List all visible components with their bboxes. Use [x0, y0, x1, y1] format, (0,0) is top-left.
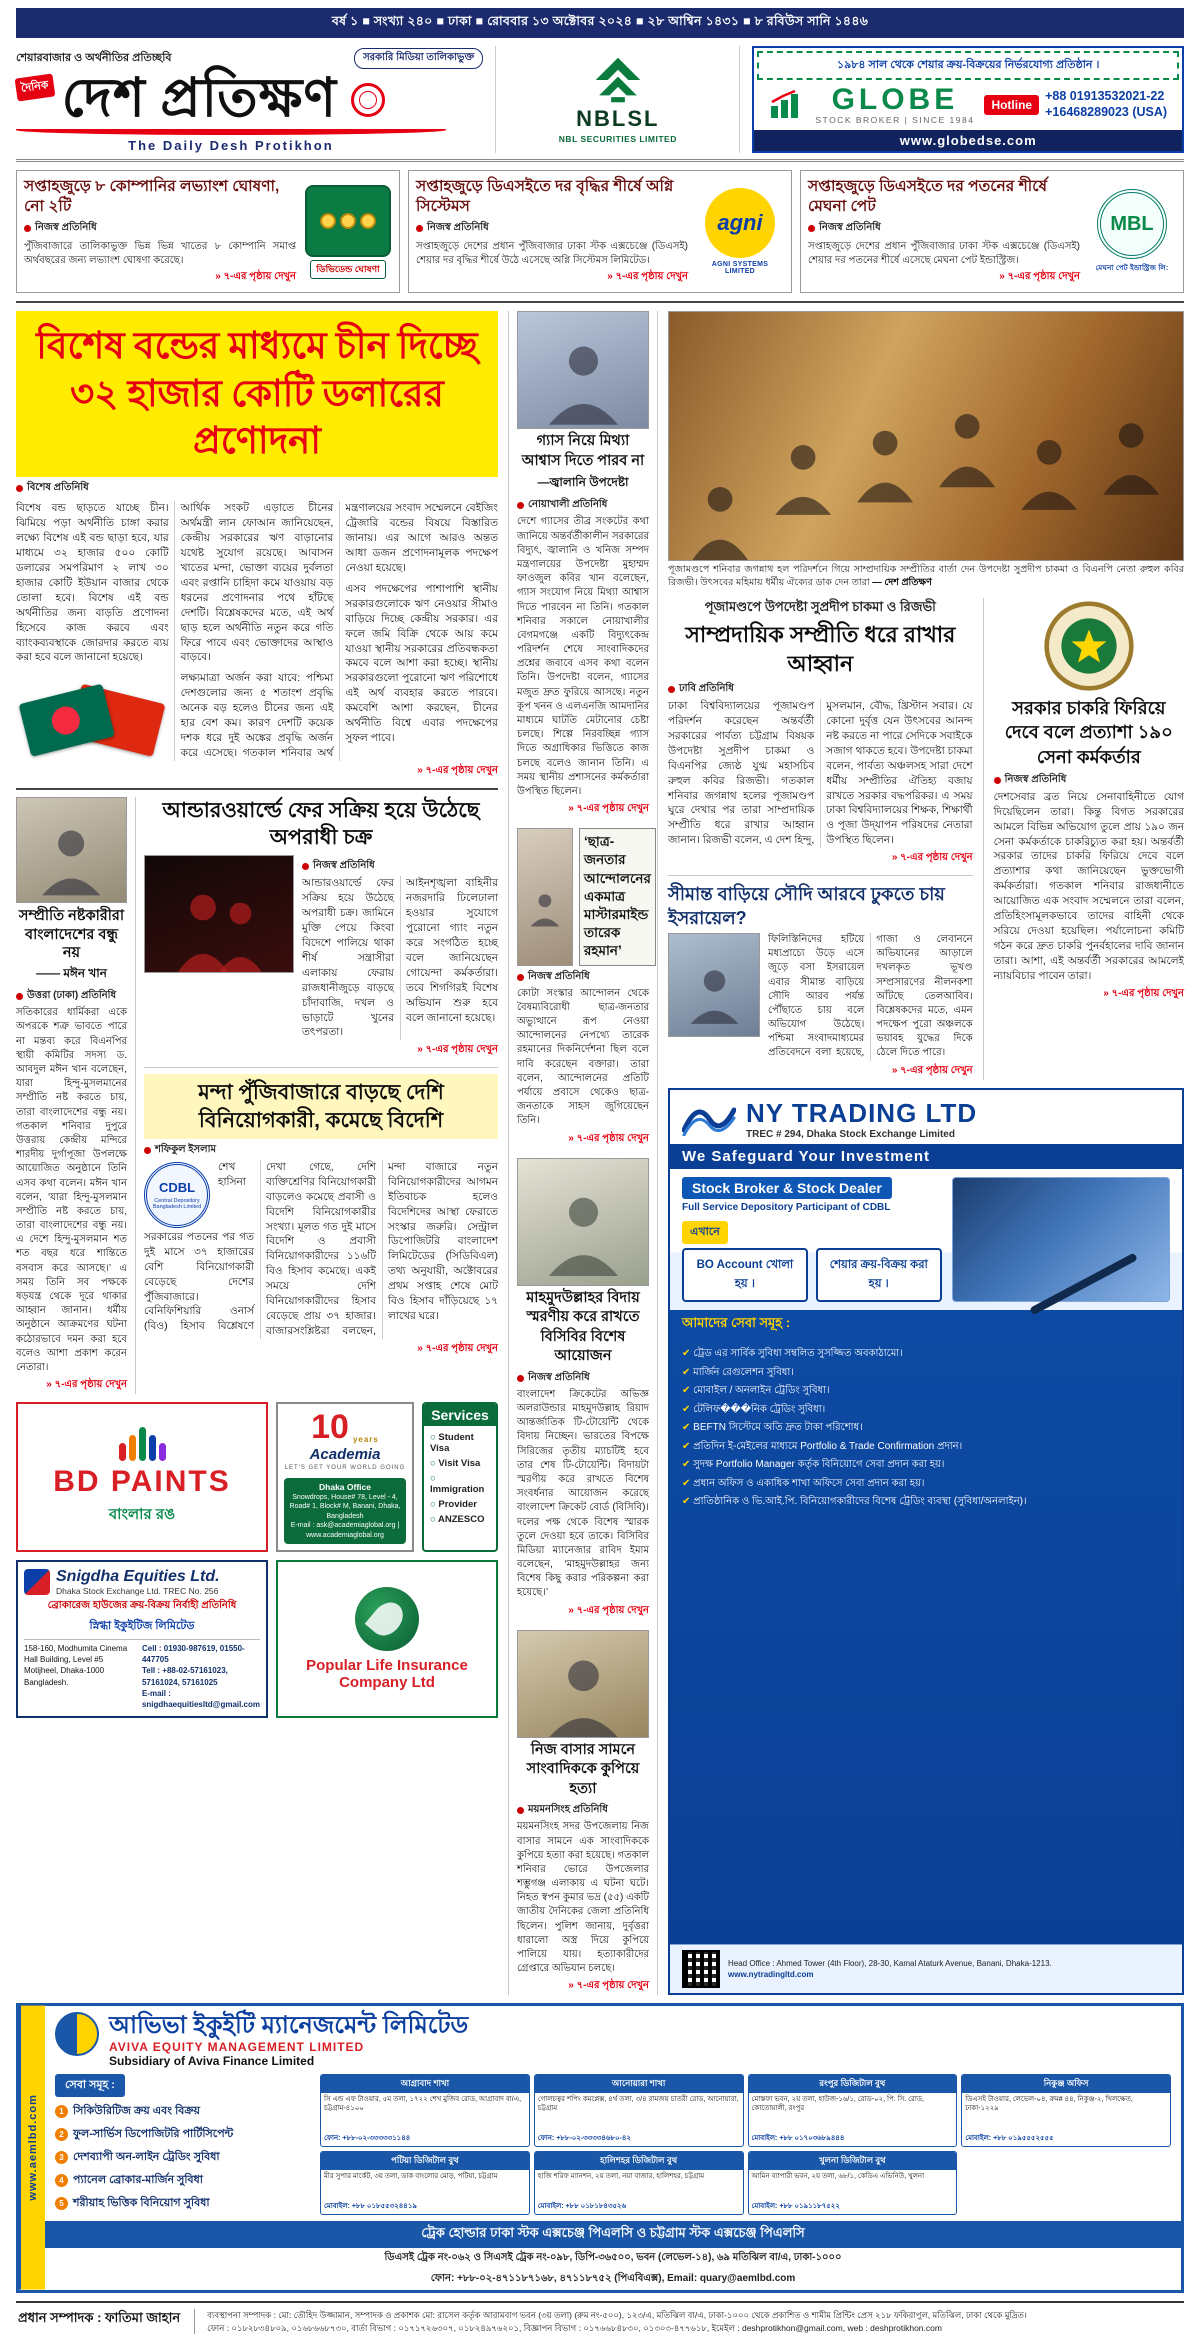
snigdha-contacts: Cell : 01930-987619, 01550-447705 Tell : +88-02-57161023, 57161024, 57161025 E-mail : snigdhaequitiesltd@gmail.com: [141, 1644, 261, 1709]
puja-mandap-crowd-photo: [668, 311, 1184, 561]
teaser-body: পুঁজিবাজারে তালিকাভুক্ত ভিন্ন ভিন্ন খাতের ৮ কোম্পানি সমাপ্ত অর্থবছরের জন্য লভ্যাংশ ঘোষণা করেছে।: [24, 241, 296, 266]
byline: নিজস্ব প্রতিনিধি: [517, 1370, 649, 1387]
ny-services-list: [670, 1339, 1182, 1945]
ny-trading-subtitle-2: Full Service Depository Participant of CDBL: [682, 1201, 891, 1213]
academia-tagline: LET'S GET YOUR WORLD GOING: [284, 1465, 406, 1472]
hotline-number-1: +88 01913532021-22: [1045, 89, 1165, 104]
kicker: পূজামণ্ডপে উপদেষ্টা সুপ্রদীপ চাকমা ও রিজভী: [704, 598, 936, 614]
branch-name: আনোয়ারা শাখা: [535, 2075, 743, 2093]
popular-life-name: Popular Life Insurance Company Ltd: [306, 1657, 468, 1692]
services-ad: [422, 1402, 498, 1552]
ny-trading-subtitle: Stock Broker & Stock Dealer: [682, 1177, 892, 1199]
snigdha-bn-name: স্নিগ্ধা ইকুইটিজ লিমিটেড: [89, 1620, 195, 1633]
byline: নিজস্ব প্রতিনিধি: [994, 772, 1184, 789]
aviva-service-item: শরীয়াহ ভিত্তিক বিনিয়োগ সুবিধা: [55, 2192, 310, 2215]
snigdha-name: Snigdha Equities Ltd.: [56, 1568, 220, 1586]
see-page-link: » ৭-এর পৃষ্ঠায় দেখুন: [302, 1042, 498, 1059]
branch-name: খুলনা ডিজিটাল বুথ: [749, 2152, 957, 2170]
article-body: ঢাকা বিশ্ববিদ্যালয়ের পূজামণ্ডপ পরিদর্শন করেছেন অন্তর্বর্তী সরকারের পার্বত্য চট্টগ্রাম বিষয়ক উপদেষ্টা সুপ্রদীপ চাকমা ও বিএনপির জ্যেষ্ঠ যুগ্ম মহাসচিব রুহুল কবির রিজভী। গতকাল শনিবার জগন্নাথ হলের পূজামণ্ডপ ঘুরে দেখার পর তারা সাম্প্রদায়িক সম্প্রীতি ধরে রাখার আহ্বান জানান। রিজভী বলেন, এ দেশ হিন্দু, মুসলমান, বৌদ্ধ, খ্রিস্টান সবার। যে কোনো দুর্বৃত্ত যেন উৎসবের আনন্দ নষ্ট করতে না পারে সেদিকে সবাইকে সজাগ থাকতে হবে। উপদেষ্টা চাকমা বলেন, পার্বত্য অঞ্চলসহ সারা দেশে ধর্মীয় সম্প্রীতির ঐতিহ্য বজায় রাখতে সরকার বদ্ধপরিকর। এ সময় ঢাকা বিশ্ববিদ্যালয়ের শিক্ষক, শিক্ষার্থী ও পূজা উদ্‌যাপন পরিষদের নেতারা উপস্থিত ছিলেন।: [668, 700, 973, 847]
academia-ad: 10 years Academia LET'S GET YOUR WORLD GOING Dhaka Office Snowdrops, House# 78, Level - 4, Road# 1, Block# M, Banani, Dhaka, Bangladesh E-mail : ask@academiaglobal.org | www.academiaglobal.org: [276, 1402, 414, 1552]
imprint-footer: [16, 2301, 1184, 2337]
aviva-service-item: দেশব্যাপী অন-লাইন ট্রেডিং সুবিধা: [55, 2146, 310, 2169]
teaser-body: সপ্তাহজুড়ে দেশের প্রধান পুঁজিবাজার ঢাকা স্টক এক্সচেঞ্জে (ডিএসই) শেয়ার দর পতনের শীর্ষে এসেছে মেঘনা পেট ইন্ডাস্ট্রিজ।: [808, 241, 1080, 266]
hotline-label: Hotline: [984, 95, 1039, 115]
paint-fan-icon: [119, 1427, 166, 1461]
ny-here-label: এখানে: [682, 1221, 728, 1244]
article-moin-khan: [16, 797, 136, 1394]
academia-office-info: Dhaka Office Snowdrops, House# 78, Level - 4, Road# 1, Block# M, Banani, Dhaka, Bangladesh E-mail : ask@academiaglobal.org | www.academiaglobal.org: [284, 1478, 406, 1545]
journalist-photo: [517, 1630, 649, 1738]
lead-body: বিশেষ বন্ড ছাড়তে যাচ্ছে চীন। ঝিমিয়ে পড়া অর্থনীতি চাঙ্গা করার লক্ষ্যে বিশেষ এই বন্ড ছাড়া হবে, যার মাধ্যমে ৩২ হাজার ৫০০ কোটি ডলারের সমপরিমাণ ২ লাখ ৩০ হাজার কোটি ইউয়ান বাজার থেকে তোলা হবে। বিশেষ এই বন্ড অর্থনীতির জন্য বাড়তি প্রণোদনা হিসেবে কাজ করবে এবং ব্যাংকব্যবস্থাকে জোরদার করতে ব্যয় করা হবে বলে জানানো হয়েছে। ★ আর্থিক সংকট এড়াতে চীনের অর্থমন্ত্রী লান ফোআন জানিয়েছেন, কেন্দ্রীয় সরকারের ঋণ বাড়ানোর যথেষ্ট সুযোগ রয়েছে। আবাসন খাতের মন্দা, ভোক্তা ব্যয়ের দুর্বলতা এবং রপ্তানি চাহিদা কমে যাওয়ায় বড় ধরনের প্রণোদনার পথে হাঁটছে দেশটি। বিশ্লেষকদের মতে, এই অর্থ ছাড় হলে অর্থনীতি নতুন করে গতি ফিরে পাবে এবং ভোক্তাদের আস্থাও বাড়বে। লক্ষ্যমাত্রা অর্জন করা যাবে: পশ্চিমা দেশগুলোর জন্য ৫ শতাংশ প্রবৃদ্ধি অনেক বড় হলেও চীনের জন্য এই হার বেশ কম। কারণ দেশটি কয়েক দশক ধরে দুই অঙ্কের প্রবৃদ্ধি অর্জন করে এসেছে। গতকাল শনিবার অর্থ মন্ত্রণালয়ের সংবাদ সম্মেলনে বেইজিং ট্রেজারি বন্ডের বিষয়ে বিস্তারিত জানায়। এর আগে আরও অন্তত আধা ডজন প্রণোদনামূলক পদক্ষেপ নেওয়া হয়েছে। এসব পদক্ষেপের পাশাপাশি স্থানীয় সরকারগুলোকে ঋণ নেওয়ার সীমাও বাড়িয়ে দিচ্ছে কেন্দ্রীয় সরকার। এর ফলে জমি বিক্রি থেকে আয় কমে যাওয়া স্থানীয় সরকারের প্রতিবন্ধকতা কমবে বলে আশা করা হচ্ছে। স্থানীয় সরকারগুলো পুরোনো ঋণ পরিশোধে এই অর্থ ব্যবহার করতে পারবে। কমবেশি আশা করছেন, চীনের অর্থনীতি বিশ্বে এবার পদক্ষেপের সুফল পাবে।: [16, 501, 498, 760]
agni-systems-logo: agni AGNI SYSTEMS LIMITED: [696, 177, 784, 286]
left-column: [16, 311, 498, 1995]
see-page-link: » ৭-এর পৃষ্ঠায় দেখুন: [144, 1341, 498, 1358]
right-article-row: [668, 598, 1184, 1080]
teaser-row: [16, 162, 1184, 303]
article-body: দেশসেবার ব্রত নিয়ে সেনাবাহিনীতে যোগ দিয়েছিলেন তারা। কিন্তু বিগত সরকারের আমলে বিভিন্ন অভিযোগ তুলে প্রায় ১৯০ জন সেনা কর্মকর্তাকে চাকরিচ্যুত করা হয়। অন্তর্বর্তী সরকার তাদের চাকরি ফিরিয়ে দেবে বলে প্রত্যাশার কথা জানিয়েছেন ভুক্তভোগী কর্মকর্তারা। গতকাল শনিবার রাজধানীতে আয়োজিত এক সংবাদ সম্মেলনে তারা বলেন, প্রতিহিংসামূলকভাবে তাদের বাহিনী থেকে সরিয়ে দেওয়া হয়েছিল। পর্যালোচনা কমিটি গঠন করে দ্রুত চাকরি পুনর্বহালের দাবি জানান তারা। আশা, এই অন্তর্বর্তী সরকারের আমলেই ন্যায়বিচার পাবেন তারা।: [993, 790, 1184, 982]
cdbl-logo: CDBL Central Depository Bangladesh Limited: [144, 1162, 210, 1228]
globe-website: www.globedse.com: [754, 130, 1182, 151]
article-mahmudullah: [517, 1158, 649, 1620]
share-trade-box: শেয়ার ক্রয়-বিক্রয় করা হয় ।: [816, 1248, 942, 1302]
paper-title-english: The Daily Desh Protikhon: [128, 138, 334, 153]
teaser-dividend: [16, 170, 400, 293]
article-headline: আন্ডারওয়ার্ল্ডে ফের সক্রিয় হয়ে উঠেছে অপরাধী চক্র: [162, 798, 480, 850]
second-band: [16, 788, 498, 1394]
globe-ad-tagline: ১৯৮৪ সাল থেকে শেয়ার ক্রয়-বিক্রয়ের নির্ভরযোগ্য প্রতিষ্ঠান ।: [757, 51, 1179, 80]
branch-phone: মোবাইল: +৮৮ ০১৯৫৫৫২৫৫৫: [965, 2135, 1054, 2143]
aviva-english-title: AVIVA EQUITY MANAGEMENT LIMITED: [109, 2039, 365, 2054]
nblsl-chevron-icon: [592, 56, 644, 104]
service-item: ○ Student Visa: [430, 1430, 490, 1456]
snigdha-logo-icon: [24, 1569, 50, 1595]
service-item: ○ Immigration: [430, 1471, 490, 1497]
article-gas: [517, 311, 649, 818]
academia-10-logo: 10: [311, 1408, 349, 1447]
byline: ময়মনসিংহ প্রতিনিধি: [517, 1802, 649, 1819]
ny-service-item: ✔ প্রতিদিন ই-মেইলের মাধ্যমে Portfolio & Trade Confirmation প্রদান।: [682, 1437, 1170, 1456]
see-page-link: » ৭-এর পৃষ্ঠায় দেখুন: [16, 1377, 127, 1394]
branch-address: সি এন্ড এফ টাওয়ার, ৫ম তলা, ১৭২২ শেখ মুজিব রোড, আগ্রাবাদ বা/এ, চট্টগ্রাম-৪১০০: [324, 2095, 522, 2113]
masthead-tagline: শেয়ারবাজার ও অর্থনীতির প্রতিচ্ছবি: [16, 52, 172, 64]
see-page-link: » ৭-এর পৃষ্ঠায় দেখুন: [808, 269, 1080, 286]
article-body: বাংলাদেশ ক্রিকেটের অভিজ্ঞ অলরাউন্ডার মাহমুদউল্লাহ রিয়াদ আন্তর্জাতিক টি-টোয়েন্টি থেকে বিদায় নিচ্ছেন। ভারতের বিপক্ষে সিরিজের তৃতীয় ম্যাচটিই হবে তার শেষ টি-টোয়েন্টি। বিদায়টা স্মরণীয় করে রাখতে বিশেষ সংবর্ধনার আয়োজন করেছে বাংলাদেশ ক্রিকেট বোর্ড (বিসিবি)। দলের পক্ষ থেকে বিশেষ স্মারক তুলে দেওয়া হবে তাকে। বিসিবির মিডিয়া ম্যানেজার রাবিদ ইমাম বলেছেন, ‘মাহমুদউল্লাহর জন্য বিশেষ কিছু করার পরিকল্পনা করা হয়েছে।’: [517, 1388, 649, 1599]
globe-broker-ad: [752, 46, 1184, 153]
article-body: দেশে গ্যাসের তীব্র সংকটের কথা জানিয়ে অন্তর্বর্তীকালীন সরকারের বিদ্যুৎ, জ্বালানি ও খনিজ সম্পদ মন্ত্রণালয়ের উপদেষ্টা মুহাম্মদ ফাওজুল কবির খান বলেছেন, গ্যাস সংযোগ নিয়ে মিথ্যা আশ্বাস দিতে পারবেন না তিনি। গতকাল শনিবার সকালে নোয়াখালীর বেগমগঞ্জে একটি বিদ্যুৎকেন্দ্র পরিদর্শন শেষে সাংবাদিকদের প্রশ্নের জবাবে এসব কথা বলেন তিনি। উপদেষ্টা বলেন, গ্যাসের মজুত দ্রুত ফুরিয়ে আসছে। নতুন কূপ খনন ও এলএনজি আমদানির মাধ্যমে ঘাটতি মেটানোর চেষ্টা চলছে। শিল্পে নিরবচ্ছিন্ন গ্যাস দিতে অগ্রাধিকার ভিত্তিতে কাজ চলছে বলেও জানান তিনি। এ সময় স্থানীয় প্রশাসনের কর্মকর্তারা উপস্থিত ছিলেন।: [517, 516, 649, 797]
ny-trading-wave-icon: [682, 1102, 736, 1136]
ny-trading-banner: We Safeguard Your Investment: [670, 1144, 1182, 1169]
dividend-graphic-label: ডিভিডেন্ড ঘোষণা: [310, 260, 385, 279]
aviva-title: আভিভা ইকুইটি ম্যানেজমেন্ট লিমিটেড: [109, 2012, 469, 2040]
right-column: [668, 311, 1184, 1995]
masthead: [16, 46, 483, 153]
branch-address: গোলচত্বর শপিং কমপ্লেক্স, ৪র্থ তলা, ৩/৪ রামজয় চাতরী রোড, আনোয়ারা, চট্টগ্রাম: [537, 2095, 739, 2113]
see-page-link: » ৭-এর পৃষ্ঠায় দেখুন: [768, 1063, 973, 1080]
qr-code: [682, 1950, 720, 1988]
article-headline: সাম্প্রদায়িক সম্প্রীতি ধরে রাখার আহ্বান: [685, 621, 956, 676]
paper-title: দেশ প্রতিক্ষণ: [61, 68, 338, 128]
article-headline: মন্দা পুঁজিবাজারে বাড়ছে দেশি বিনিয়োগকারী, কমেছে বিদেশি: [144, 1074, 498, 1139]
branch-name: আগ্রাবাদ শাখা: [321, 2075, 529, 2093]
snigdha-trec: Dhaka Stock Exchange Ltd. TREC No. 256: [56, 1586, 219, 1597]
lead-headline: বিশেষ বন্ডের মাধ্যমে চীন দিচ্ছে ৩২ হাজার কোটি ডলারের প্রণোদনা: [16, 311, 498, 477]
lead-story: [16, 311, 498, 779]
bd-paints-slogan: বাংলার রঙ: [108, 1505, 176, 1523]
aviva-trec-strip: ট্রেক হোল্ডার ঢাকা স্টক এক্সচেঞ্জ পিএলসি ও চট্টগ্রাম স্টক এক্সচেঞ্জ পিএলসি: [45, 2221, 1181, 2248]
attribution: —জ্বালানি উপদেষ্টা: [537, 475, 629, 490]
branch-box: [320, 2151, 530, 2215]
chief-editor: প্রধান সম্পাদক : ফাতিমা জাহান: [18, 2309, 181, 2325]
aviva-service-item: ফুল-সার্ভিস ডিপোজিটরি পার্টিসিপেন্ট: [55, 2123, 310, 2146]
see-page-link: » ৭-এর পৃষ্ঠায় দেখুন: [517, 1131, 649, 1148]
ny-trading-trec: TREC # 294, Dhaka Stock Exchange Limited: [746, 1128, 955, 1140]
dividend-announcement-graphic: [304, 177, 392, 286]
branch-phone: মোবাইল: +৮৮ ০১৭০৩৬৮৯৪৪৪: [751, 2135, 845, 2143]
article-communal-harmony: [668, 598, 984, 1080]
article-headline: সরকার চাকরি ফিরিয়ে দেবে বলে প্রত্যাশা ১৯০ সেনা কর্মকর্তার: [1004, 697, 1173, 767]
issue-info-bar: [16, 8, 1184, 38]
branch-box: [320, 2074, 530, 2147]
branch-name: রংপুর ডিজিটাল বুথ: [749, 2075, 957, 2093]
netanyahu-photo: [668, 933, 760, 1037]
gov-listed-badge: সরকারি মিডিয়া তালিকাভুক্ত: [354, 48, 483, 69]
masthead-underline: [16, 129, 446, 135]
byline: শফিকুল ইসলাম: [144, 1142, 498, 1159]
article-headline: নিজ বাসার সামনে সাংবাদিককে কুপিয়ে হত্যা: [526, 1741, 640, 1797]
see-page-link: » ৭-এর পৃষ্ঠায় দেখুন: [517, 1978, 649, 1995]
article-headline: ‘ছাত্র-জনতার আন্দোলনের একমাত্র মাস্টারমাইন্ড তারেক রহমান’: [579, 828, 656, 966]
article-body: ফিলিস্তিনিদের হটিয়ে মধ্যপ্রাচ্যে উড়ে এসে জুড়ে বসা ইসরায়েল এবার সীমান্ত বাড়িয়ে সৌদি আরব পর্যন্ত পৌঁছাতে চায় বলে অভিযোগ উঠেছে। পশ্চিমা সংবাদমাধ্যমের প্রতিবেদনে বলা হয়েছে, গাজা ও লেবাননে অভিযানের আড়ালে দখলকৃত ভূখণ্ড সম্প্রসারণের নীলনকশা আঁটছে তেলআবিব। বিশ্লেষকদের মতে, এমন পদক্ষেপ পুরো অঞ্চলকে ভয়াবহ যুদ্ধের দিকে ঠেলে দিতে পারে।: [768, 933, 973, 1059]
branch-address: আমিন ব্যাপারী ভবন, ২য় তলা, ৬৮/১, কেডিএ এভিনিউ, খুলনা: [751, 2173, 925, 2181]
daily-badge: দৈনিক: [15, 73, 55, 101]
branch-address: মীর সুপার মার্কেট, ৩য় তলা, ডাক বাংলোর মোড়, পটিয়া, চট্টগ্রাম: [324, 2173, 498, 2181]
branch-box: [534, 2074, 744, 2147]
middle-column: [508, 311, 658, 1995]
branch-name: হালিশহর ডিজিটাল বুথ: [535, 2152, 743, 2170]
byline: নিজস্ব প্রতিনিধি: [416, 220, 688, 237]
bd-paints-name: BD PAINTS: [53, 1464, 231, 1498]
article-journalist-murder: [517, 1630, 649, 1996]
article-headline: গ্যাস নিয়ে মিথ্যা আশ্বাস দিতে পারব না: [521, 433, 645, 469]
article-tarek: [517, 828, 649, 1147]
article-headline: সম্প্রীতি নষ্টকারীরা বাংলাদেশের বন্ধু নয়: [18, 907, 125, 962]
globe-brand-subtitle: STOCK BROKER | SINCE 1984: [815, 115, 975, 125]
aviva-equity-ad: [16, 2003, 1184, 2293]
tarek-rahman-photo: [517, 828, 573, 966]
imprint-line-2: ফোন : ০১৮২৮৩৪৮০৯, ০১৬৮৬৬৮৭৩০, বার্তা বিভাগ : ০১৭১৭২৬৩০৭, ০১৮২৪৯৭৬২০১, বিজ্ঞাপন বিভাগ : ০১৭৬৬৮৪৮৩০, ০১৩০৩-৪৭৭৬১৮, ইমেইল : deshprotikhon@gmail.com, web : deshprotikhon.com: [207, 2322, 942, 2333]
branch-address: ডিএসই টাওয়ার, লেভেল-০৪, রুম# ৪৪, নিকুঞ্জ-২, খিলক্ষেত, ঢাকা-১২২৯: [965, 2095, 1133, 2113]
aviva-website-strip: www.aemlbd.com: [19, 2006, 45, 2290]
branch-box: [961, 2074, 1171, 2147]
masthead-seal-icon: [351, 83, 385, 117]
popular-life-ad: [276, 1560, 498, 1718]
aviva-service-item: সিকিউরিটিজ ক্রয় এবং বিক্রয়: [55, 2100, 310, 2123]
branch-address: মোস্তফা ভবন, ২য় তলা, হাউজ-১৬/১, রোড-০২, পি. সি. রোড, কোতোয়ালী, রংপুর: [751, 2095, 924, 2113]
ny-service-item: ✔ সুদক্ষ Portfolio Manager কর্তৃক বিনিয়োগে সেবা প্রদান করা হয়।: [682, 1456, 1170, 1475]
aviva-contact-line-2: ফোন: +৮৮-০২-৪৭১১৮৭১৬৮, ৪৭১১৮৭৫২ (পিএবিএক্স), Email: quary@aemlbd.com: [430, 2272, 796, 2284]
popular-life-logo-icon: [355, 1587, 419, 1651]
header: [16, 38, 1184, 162]
service-item: ○ ANZESCO: [430, 1512, 490, 1527]
teaser-agni: [408, 170, 792, 293]
article-body: আন্ডারওয়ার্ল্ডে ফের সক্রিয় হয়ে উঠেছে অপরাধী চক্র। জামিনে মুক্তি পেয়ে কিংবা বিদেশে পালিয়ে থাকা শীর্ষ সন্ত্রাসীরা এলাকায় ফেরায় রাজধানীজুড়ে বাড়ছে চাঁদাবাজি, দখল ও ভাড়াটে খুনের তৎপরতা। আইনশৃঙ্খলা বাহিনীর নজরদারি ঢিলেঢালা হওয়ার সুযোগে পুরোনো গ্যাং নতুন করে সংগঠিত হচ্ছে বলে জানিয়েছেন গোয়েন্দা কর্মকর্তারা। তবে শিগগিরই বিশেষ অভিযান শুরু হবে বলে জানানো হয়েছে।: [302, 877, 498, 1039]
nblsl-name: NBLSL: [576, 105, 660, 131]
byline: নিজস্ব প্রতিনিধি: [24, 220, 296, 237]
see-page-link: » ৭-এর পৃষ্ঠায় দেখুন: [517, 1603, 649, 1620]
see-page-link: » ৭-এর পৃষ্ঠায় দেখুন: [994, 986, 1184, 1003]
ny-services-title: আমাদের সেবা সমূহ :: [670, 1310, 1182, 1339]
imprint-line-1: ব্যবস্থাপনা সম্পাদক : মো: তৌহিদ উজ্জামান, সম্পাদক ও প্রকাশক মো: রাসেল কর্তৃক আরামবাগ ভবন (৩য় তলা) (রুম নং-৫০০), ১২৩/এ, মতিঝিল বা/এ, ঢাকা-১০০০ থেকে প্রকাশিত ও শামীম প্রিন্টিং প্রেস ২১৮ ফকিরাপুল, মতিঝিল, ঢাকা থেকে মুদ্রিত।: [207, 2309, 1027, 2320]
globe-brand-name: GLOBE: [831, 83, 959, 116]
coins-icon: [305, 185, 391, 257]
snigdha-address: 158-160, Modhumita Cinema Hall Building, Level #5 Motijheel, Dhaka-1000 Bangladesh.: [24, 1644, 128, 1687]
main-photo-block: [668, 311, 1184, 590]
ny-trading-website: www.nytradingltd.com: [728, 1970, 814, 1980]
service-item: ○ Visit Visa: [430, 1456, 490, 1471]
byline: বিশেষ প্রতিনিধি: [16, 480, 498, 497]
article-israel: [668, 875, 973, 1079]
branch-box: [748, 2151, 958, 2215]
ny-trading-name: NY TRADING LTD: [746, 1097, 978, 1128]
bangladesh-china-flags-graphic: [16, 671, 169, 757]
ny-service-item: ✔ মোবাইল / অনলাইন ট্রেডিং সুবিধা।: [682, 1382, 1170, 1401]
main-content: [16, 303, 1184, 1995]
see-page-link: » ৭-এর পৃষ্ঠায় দেখুন: [517, 801, 649, 818]
service-item: ○ Provider: [430, 1497, 490, 1512]
aviva-contact-line-1: ডিএসই ট্রেক নং-০৬২ ও সিএসই ট্রেক নং-০৯৮, ডিপি-৩৬৫০০, ভবন (লেভেল-১৪), ৬৯ মতিঝিল বা/এ, ঢাকা-১০০০: [384, 2251, 842, 2263]
ny-service-item: ✔ টেলিফ���নিক ট্রেডিং সুবিধা।: [682, 1400, 1170, 1419]
trading-pen-photo: [952, 1177, 1170, 1302]
byline: উত্তরা (ঢাকা) প্রতিনিধি: [16, 988, 127, 1005]
bd-paints-ad: [16, 1402, 268, 1552]
photo-credit: — দেশ প্রতিক্ষণ: [872, 577, 932, 589]
ny-trading-address: Head Office : Ahmed Tower (4th Floor), 28-30, Kamal Ataturk Avenue, Banani, Dhaka-1213. www.nytradingltd.com: [728, 1958, 1052, 1980]
bar-chart-icon: [769, 90, 805, 120]
nblsl-full-name: NBL SECURITIES LIMITED: [558, 133, 677, 144]
branch-phone: ফোন: +৮৮-০২-৩৩৩৩৪৬৮০-৪২: [537, 2135, 631, 2143]
energy-adviser-photo: [517, 311, 649, 429]
aviva-services-title: সেবা সমূহ :: [55, 2074, 125, 2097]
aviva-logo-icon: [55, 2012, 99, 2056]
teaser-meghna: [800, 170, 1184, 293]
byline: নোয়াখালী প্রতিনিধি: [517, 497, 649, 514]
snigdha-equities-ad: [16, 1560, 268, 1718]
bo-account-box: BO Account খোলা হয় ।: [682, 1248, 808, 1302]
aviva-service-item: প্যানেল ব্রোকার-মার্জিন সুবিধা: [55, 2169, 310, 2192]
teaser-headline: সপ্তাহজুড়ে ডিএসইতে দর বৃদ্ধির শীর্ষে অগ্নি সিস্টেমস: [416, 178, 674, 216]
mahmudullah-photo: [517, 1158, 649, 1286]
article-body: কোটা সংস্কার আন্দোলন থেকে বৈষম্যবিরোধী ছাত্র-জনতার অভ্যুত্থানে রূপ নেওয়া আন্দোলনের নেপথ্যে তারেক রহমানের দিকনির্দেশনা ছিল বলে দাবি করেছেন বক্তারা। তারা বলেন, আন্দোলনের প্রতিটি পর্যায়ে প্রবাসে থেকেও ছাত্র-জনতাকে সাহস জুগিয়েছেন তিনি।: [517, 987, 649, 1127]
ny-service-item: ✔ BEFTN সিস্টেমে অতি দ্রুত টাকা পরিশোধ।: [682, 1419, 1170, 1438]
aviva-services-list: [55, 2100, 310, 2215]
teaser-headline: সপ্তাহজুড়ে ৮ কোম্পানির লভ্যাংশ ঘোষণা, নো ২টি: [24, 178, 280, 216]
article-army-officers: [994, 598, 1184, 1080]
nblsl-logo-block: [495, 46, 740, 153]
byline: নিজস্ব প্রতিনিধি: [517, 969, 649, 986]
branch-box: [534, 2151, 744, 2215]
article-market: [144, 1067, 498, 1357]
services-title: Services: [424, 1404, 496, 1426]
aviva-branch-grid: [320, 2074, 1171, 2215]
snigdha-bn-line: ব্রোকারেজ হাউজের ক্রয়-বিক্রয় নির্বাহী প্রতিনিধি: [47, 1600, 237, 1612]
branch-name: পটিয়া ডিজিটাল বুথ: [321, 2152, 529, 2170]
hotline-number-2: +16468289023 (USA): [1045, 105, 1168, 119]
ny-service-item: ✔ প্রধান অফিস ও একাধিক শাখা অফিসে সেবা প্রদান করা হয়।: [682, 1474, 1170, 1493]
branch-phone: মোবাইল: +৮৮ ০১৯১১৮৭৫২২: [751, 2202, 840, 2210]
see-page-link: » ৭-এর পৃষ্ঠায় দেখুন: [416, 269, 688, 286]
branch-box: [748, 2074, 958, 2147]
photo-caption: পূজামণ্ডপে শনিবার জগন্নাথ হল পরিদর্শনে গিয়ে সাম্প্রদায়িক সম্প্রীতির বার্তা দেন উপদেষ্টা সুপ্রদীপ চাকমা ও বিএনপি নেতা রুহুল কবির রিজভী। উৎসবের মহিমায় ধর্মীয় ঐক্যের ডাক দেন তারা — দেশ প্রতিক্ষণ: [668, 564, 1184, 589]
article-underworld: [144, 797, 498, 1060]
branch-phone: মোবাইল: +৮৮ ০১৮৫৫৩২৪৪১৯: [324, 2202, 417, 2210]
byline: নিজস্ব প্রতিনিধি: [302, 858, 498, 875]
ny-service-item: ✔ প্রাতিষ্ঠানিক ও ভি.আই.পি. বিনিয়োগকারীদের বিশেষ ট্রেডিং ব্যবস্থা (সুবিধা/অনলাইন)।: [682, 1493, 1170, 1512]
article-body: ময়মনসিংহ সদর উপজেলায় নিজ বাসার সামনে এক সাংবাদিককে কুপিয়ে হত্যা করা হয়েছে। গতকাল শনিবার ভোরে উপজেলার শম্ভুগঞ্জ এলাকায় এ ঘটনা ঘটে। নিহত স্বপন কুমার ভদ্র (৫৫) একটি জাতীয় দৈনিকের জেলা প্রতিনিধি ছিলেন। পুলিশ জানায়, দুর্বৃত্তরা ধারালো অস্ত্র দিয়ে কুপিয়ে পালিয়ে যায়। হত্যাকারীদের গ্রেপ্তারে অভিযান চলছে।: [517, 1821, 649, 1975]
ny-service-item: ✔ ট্রেড এর সার্বিক সুবিধা সম্বলিত সুসজ্জিত অবকাঠামো।: [682, 1345, 1170, 1364]
see-page-link: » ৭-এর পৃষ্ঠায় দেখুন: [668, 850, 973, 867]
byline: ঢাবি প্রতিনিধি: [668, 681, 973, 698]
article-body: সতিকারের ধার্মিকরা একে অপরকে শত্রু ভাবতে পারে না মন্তব্য করে বিএনপির স্থায়ী কমিটির সদস্য ড. আবদুল মঈন খান বলেছেন, যারা হিন্দু-মুসলমানের সম্প্রীতি নষ্ট করতে চায়, তারা বাংলাদেশের বন্ধু নয়। গতকাল শনিবার দুপুরে উত্তরায় কেন্দ্রীয় মন্দিরে শারদীয় দুর্গাপূজা উপলক্ষে আয়োজিত অনুষ্ঠানে তিনি এসব কথা বলেন। মঈন খান বলেন, ‘যারা হিন্দু-মুসলমান সম্প্রীতি নষ্ট করতে চায়, তারা বাংলাদেশের বন্ধু নয়। এ দেশে হিন্দু-মুসলমান শত শত বছর ধরে শান্তিতে বসবাস করে আসছে।’ এ সময় তিনি সব পক্ষকে ষড়যন্ত্র থেকে দূরে থাকার আহ্বান জানান। ধর্মীয় অনুষ্ঠানে আক্রমণের ঘটনা কঠোরভাবে দমন করা হবে বলেও আশা প্রকাশ করেন নেতারা।: [16, 1007, 127, 1373]
attribution: —— মঈন খান: [36, 966, 107, 981]
meghna-mbl-logo: MBL মেঘনা পেট ইন্ডাস্ট্রিজ লি:: [1088, 177, 1176, 286]
article-headline: সীমান্ত বাড়িয়ে সৌদি আরবে ঢুকতে চায় ইসরায়েল?: [668, 875, 973, 930]
branch-name: নিকুঞ্জ অফিস: [962, 2075, 1170, 2093]
bangladesh-flag-icon: [19, 684, 116, 757]
branch-phone: মোবাইল: +৮৮ ০১৮১৮৪৩৫২৬: [537, 2202, 627, 2210]
aviva-subsidiary-line: Subsidiary of Aviva Finance Limited: [109, 2053, 315, 2068]
ads-row-2: [16, 1560, 498, 1718]
moin-khan-photo: [16, 797, 127, 903]
imprint-lines: [194, 2309, 1027, 2335]
issue-info: বর্ষ ১ ■ সংখ্যা ২৪০ ■ ঢাকা ■ রোববার ১৩ অক্টোবর ২০২৪ ■ ২৮ আশ্বিন ১৪৩১ ■ ৮ রবিউস সানি ১৪৪৬: [331, 14, 869, 28]
see-page-link: » ৭-এর পৃষ্ঠায় দেখুন: [16, 763, 498, 780]
teaser-headline: সপ্তাহজুড়ে ডিএসইতে দর পতনের শীর্ষে মেঘনা পেট: [808, 178, 1048, 216]
aviva-services: [55, 2074, 310, 2215]
services-list: [424, 1426, 496, 1531]
ny-service-item: ✔ মার্জিন রেগুলেশন সুবিধা।: [682, 1363, 1170, 1382]
see-page-link: » ৭-এর পৃষ্ঠায় দেখুন: [24, 269, 296, 286]
byline: নিজস্ব প্রতিনিধি: [808, 220, 1080, 237]
academia-name: Academia: [309, 1446, 381, 1464]
ads-row-1: [16, 1402, 498, 1552]
article-headline: মাহমুদউল্লাহর বিদায় স্মরণীয় করে রাখতে বিসিবির বিশেষ আয়োজন: [526, 1289, 640, 1365]
branch-address: হাজি শরিফ ম্যানশন, ২য় তলা, নয়া বাজার, হালিশহর, চট্টগ্রাম: [537, 2173, 705, 2181]
article-body: CDBL Central Depository Bangladesh Limited শেখ হাসিনা সরকারের পতনের পর গত দুই মাসে ৩৭ হাজারের বেশি বিনিয়োগকারী বেড়েছে দেশের পুঁজিবাজারে। বেনিফিশিয়ারি ওনার্স (বিও) হিসাব বিশ্লেষণে দেখা গেছে, দেশি ব্যক্তিশ্রেণির বিনিয়োগকারী বাড়লেও কমেছে প্রবাসী ও বিদেশি বিনিয়োগকারীর সংখ্যা। মূলত গত দুই মাসে বিদেশি ও প্রবাসী বিনিয়োগকারীদের ১১৬টি বিও হিসাব কমেছে। একই সময়ে দেশি বিনিয়োগকারীদের হিসাব বেড়েছে প্রায় ৩৭ হাজার। বাজারসংশ্লিষ্টরা বলছেন, মন্দা বাজারে নতুন বিনিয়োগকারীদের আগমন ইতিবাচক হলেও বিদেশিদের আস্থা ফেরাতে সংস্কার জরুরি। সেন্ট্রাল ডিপোজিটরি বাংলাদেশ লিমিটেডের (সিডিবিএল) তথ্য অনুযায়ী, অক্টোবরের প্রথম সপ্তাহ শেষে মোট বিও হিসাব দাঁড়িয়েছে ১৭ লাখের ঘরে।: [144, 1160, 498, 1337]
crime-scene-photo: [144, 855, 294, 973]
teaser-body: সপ্তাহজুড়ে দেশের প্রধান পুঁজিবাজার ঢাকা স্টক এক্সচেঞ্জে (ডিএসই) শেয়ার দর বৃদ্ধির শীর্ষে উঠে এসেছে অগ্নি সিস্টেমস লিমিটেড।: [416, 241, 688, 266]
ny-trading-ad: [668, 1088, 1184, 1996]
army-crest-icon: [1043, 600, 1135, 692]
branch-phone: ফোন: +৮৮-০২-৩৩৩৩৩১১৪৪: [324, 2135, 411, 2143]
